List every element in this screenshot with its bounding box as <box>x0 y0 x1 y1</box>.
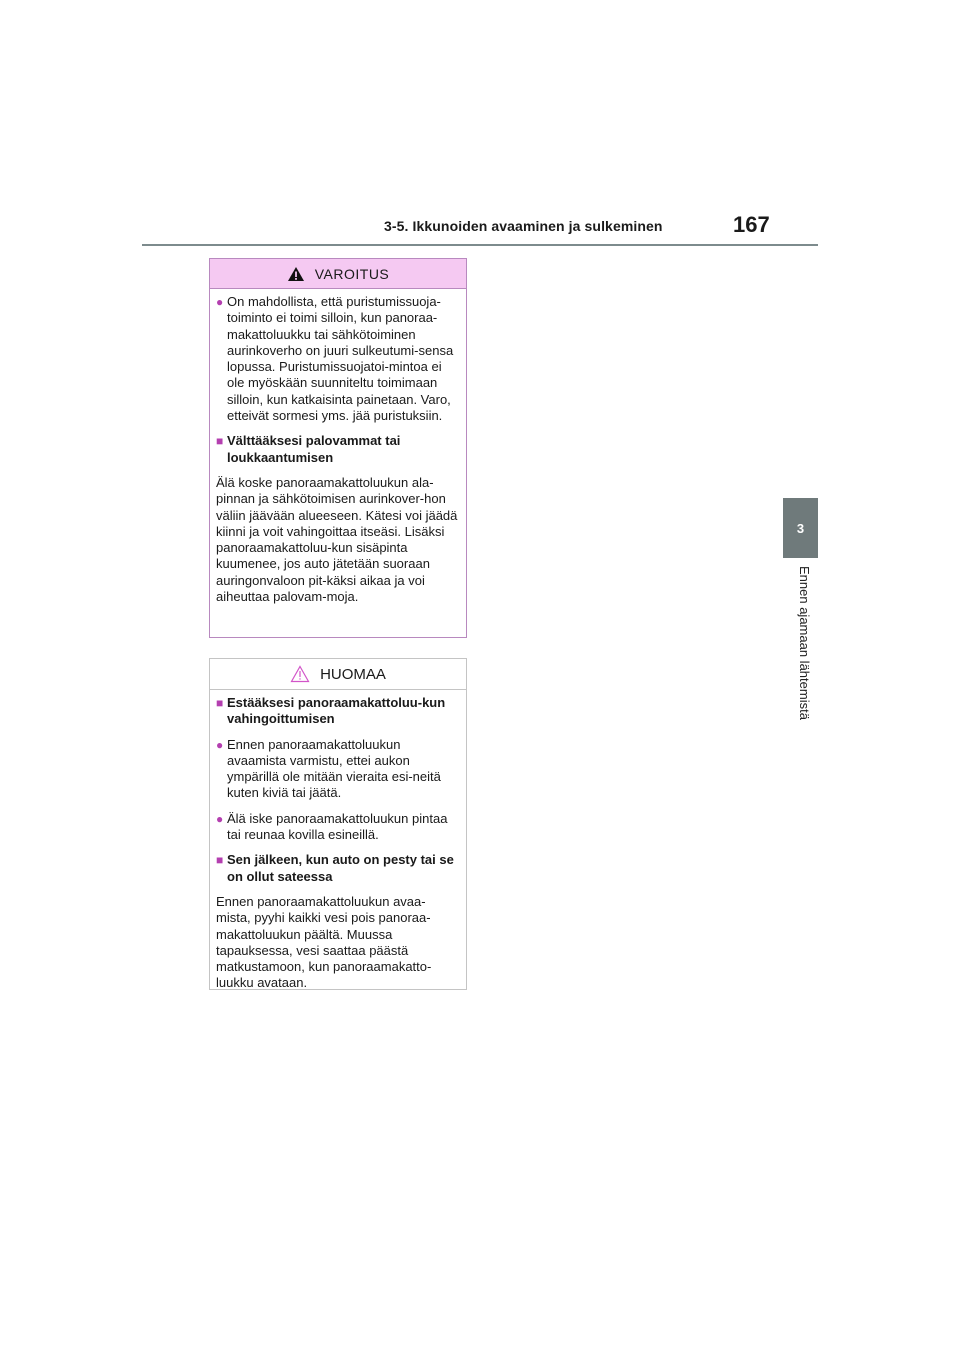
warning-box-body <box>210 289 466 605</box>
warning-triangle-icon <box>287 266 305 282</box>
bullet-circle-icon: ● <box>216 811 224 826</box>
section-title: 3-5. Ikkunoiden avaaminen ja sulkeminen <box>384 218 663 234</box>
list-item <box>216 294 460 424</box>
chapter-title: Ennen ajamaan lähtemistä <box>797 566 812 720</box>
list-item <box>216 737 460 802</box>
notice-box <box>209 658 467 990</box>
subheading-text: Välttääksesi palovammat tai loukkaantumisen <box>227 433 401 465</box>
caution-triangle-outline-icon <box>290 665 310 683</box>
bullet-square-icon: ■ <box>216 696 224 710</box>
paragraph: Ennen panoraamakattoluukun avaa-mista, pyyhi kaikki vesi pois panoraa-makattoluukun päältä. Muussa tapauksessa, vesi saattaa päästä matkustamoon, kun panoraamakatto-luukku avataan. <box>216 893 432 991</box>
warning-box <box>209 258 467 638</box>
warning-box-title: VAROITUS <box>314 265 390 282</box>
bullet-circle-icon: ● <box>216 295 224 309</box>
warning-box-header <box>210 259 466 289</box>
header-rule <box>142 244 818 246</box>
bullet-square-icon: ■ <box>216 434 224 449</box>
subheading <box>216 433 460 466</box>
bullet-text: On mahdollista, että puristumissuoja-toiminto ei toimi silloin, kun panoraa-makattoluukku tai sähkötoiminen aurinkoverho on juuri sulkeutumi-sensa lopussa. Puristumissuojatoi-mintoa ei ole myöskään suunniteltu toimimaan silloin, kun katkaisinta painetaan. Varo, etteivät sormesi yms. jää puristuksiin. <box>227 294 454 424</box>
bullet-text: Ennen panoraamakattoluukun avaamista varmistu, ettei aukon ympärillä ole mitään vieraita esi-neitä kuten kiviä tai jäätä. <box>227 736 441 801</box>
bullet-circle-icon: ● <box>216 737 224 752</box>
bullet-text: Älä iske panoraamakattoluukun pintaa tai reunaa kovilla esineillä. <box>227 810 448 843</box>
notice-box-title: HUOMAA <box>320 665 386 683</box>
chapter-tab: 3 <box>783 498 818 558</box>
subheading <box>216 852 460 885</box>
list-item <box>216 811 460 844</box>
subheading-text: Estääksesi panoraamakattoluu-kun vahingoittumisen <box>227 695 446 727</box>
subheading <box>216 695 460 728</box>
bullet-square-icon: ■ <box>216 853 224 868</box>
page-number: 167 <box>733 212 770 237</box>
subheading-text: Sen jälkeen, kun auto on pesty tai se on ollut sateessa <box>227 852 454 884</box>
notice-box-body <box>210 690 466 992</box>
paragraph: Älä koske panoraamakattoluukun ala-pinnan ja sähkötoimisen aurinkover-hon väliin jäävään alueeseen. Kätesi voi jäädä kiinni ja voit vahingoittaa itseäsi. Lisäksi panoraamakattoluu-kun sisäpinta kuumenee, jos auto jätetään suoraan auringonvaloon pit-käksi aikaa ja voi aiheuttaa palovam-moja. <box>216 474 458 605</box>
notice-box-header <box>210 659 466 690</box>
